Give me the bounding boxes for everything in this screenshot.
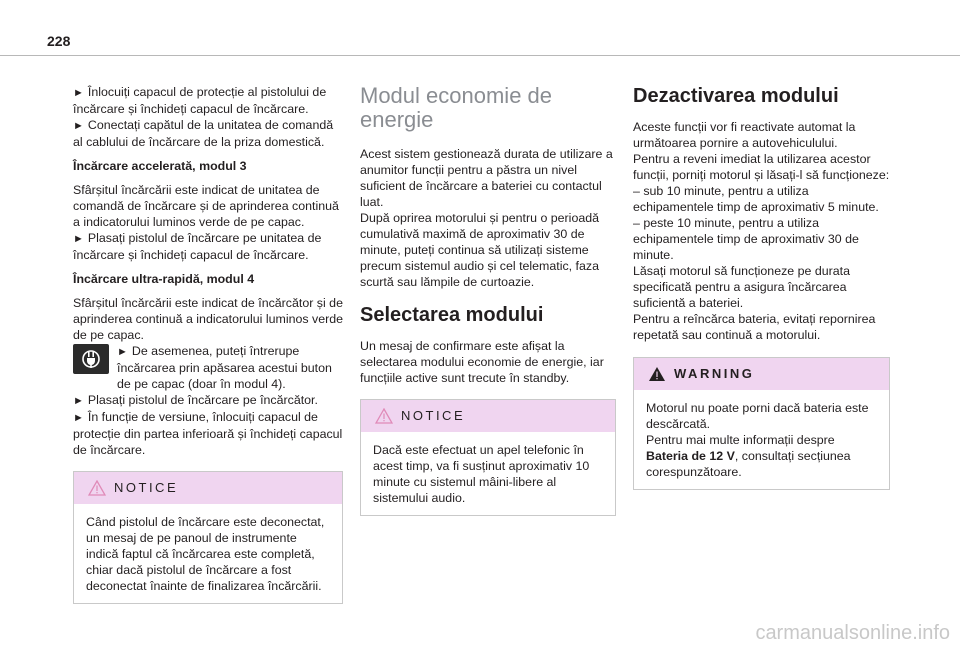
paragraph: Sfârșitul încărcării este indicat de unitatea de comandă de încărcare și de aprinderea continuă a indicatorului luminos verde de pe capac. bbox=[73, 183, 339, 229]
paragraph: Un mesaj de confirmare este afișat la selectarea modului economie de energie, iar funcțiile active sunt trecute în standby. bbox=[360, 339, 604, 385]
paragraph: Aceste funcții vor fi reactivate automat la următoarea pornire a autovehiculului. bbox=[633, 120, 856, 150]
paragraph: Pentru a reveni imediat la utilizarea acestor funcții, porniți motorul și lăsați-l să funcționeze: bbox=[633, 152, 890, 182]
column-charging bbox=[73, 84, 343, 604]
list-item: – peste 10 minute, pentru a utiliza echipamentele timp de aproximativ 30 de minute. bbox=[633, 216, 859, 262]
list-item: – sub 10 minute, pentru a utiliza echipamentele timp de aproximativ 5 minute. bbox=[633, 184, 879, 214]
instruction: ► Conectați capătul de la unitatea de comandă al cablului de încărcare de la priza domestică. bbox=[73, 117, 343, 150]
top-rule bbox=[0, 55, 960, 56]
charging-plug-icon bbox=[73, 344, 109, 374]
subheading-ultra-fast: Încărcare ultra-rapidă, modul 4 bbox=[73, 272, 255, 286]
warning-label: WARNING bbox=[674, 366, 755, 381]
instruction: ► Plasați pistolul de încărcare pe încărcător. bbox=[73, 392, 343, 409]
notice-body: Dacă este efectuat un apel telefonic în acest timp, va fi susținut aproximativ 10 minute cu sistemul mâini-libere al sistemului audio. bbox=[373, 443, 590, 505]
warning-triangle-icon bbox=[88, 480, 106, 496]
section-heading: Dezactivarea modului bbox=[633, 85, 839, 107]
notice-header bbox=[361, 400, 615, 432]
notice-label: NOTICE bbox=[114, 480, 179, 495]
warning-header bbox=[634, 358, 889, 390]
column-deactivation bbox=[633, 84, 890, 490]
paragraph: După oprirea motorului și pentru o perioadă cumulativă maximă de aproximativ 30 de minute, puteți continua să utilizați sisteme precum sistemul audio și cel telematic, faza scurtă sau lămpile de curtoazie. bbox=[360, 211, 600, 289]
watermark: carmanualsonline.info bbox=[755, 622, 950, 644]
instruction: ► De asemenea, puteți întrerupe încărcarea prin apăsarea acestui buton de pe capac (doar în modul 4). bbox=[117, 343, 343, 392]
paragraph: Pentru a reîncărca bateria, evitați repornirea repetată sau continuă a motorului. bbox=[633, 312, 876, 342]
paragraph: Motorul nu poate porni dacă bateria este descărcată. bbox=[646, 401, 869, 431]
notice-header bbox=[74, 472, 342, 504]
page-number: 228 bbox=[47, 33, 71, 49]
notice-body: Când pistolul de încărcare este deconectat, un mesaj de pe panoul de instrumente indică faptul că încărcarea este completă, chiar dacă pistolul de încărcare a fost deconectat înainte de finalizarea încărcării. bbox=[86, 515, 325, 593]
column-energy-saving bbox=[360, 84, 616, 516]
paragraph: Pentru mai multe informații despre Bateria de 12 V, consultați secțiunea corespunzătoare. bbox=[646, 433, 851, 479]
instruction: ► În funcție de versiune, înlocuiți capacul de protecție din partea inferioară și închideți capacul de încărcare. bbox=[73, 409, 343, 458]
instruction: ► Plasați pistolul de încărcare pe unitatea de încărcare și închideți capacul de încărcare. bbox=[73, 230, 343, 263]
icon-instruction bbox=[73, 343, 343, 392]
notice-box bbox=[73, 471, 343, 604]
instruction: ► Înlocuiți capacul de protecție al pistolului de încărcare și închideți capacul de încărcare. bbox=[73, 84, 343, 117]
bold-reference: Bateria de 12 V bbox=[646, 449, 735, 463]
paragraph: Acest sistem gestionează durata de utilizare a anumitor funcții pentru a păstra un nivel suficient de încărcare a bateriei cu contactul luat. bbox=[360, 147, 613, 209]
notice-box bbox=[360, 399, 616, 516]
warning-box bbox=[633, 357, 890, 490]
paragraph: Sfârșitul încărcării este indicat de încărcător și de aprinderea continuă a indicatorului luminos verde de pe capac. bbox=[73, 296, 344, 342]
warning-triangle-icon bbox=[375, 408, 393, 424]
section-title: Modul economie de energie bbox=[360, 83, 553, 132]
paragraph: Lăsați motorul să funcționeze pe durata specificată pentru a asigura încărcarea suficientă a bateriei. bbox=[633, 264, 850, 310]
subheading-accelerated: Încărcare accelerată, modul 3 bbox=[73, 159, 247, 173]
notice-label: NOTICE bbox=[401, 408, 466, 423]
section-heading: Selectarea modului bbox=[360, 304, 544, 326]
warning-triangle-icon bbox=[648, 366, 666, 382]
warning-body bbox=[634, 390, 889, 489]
